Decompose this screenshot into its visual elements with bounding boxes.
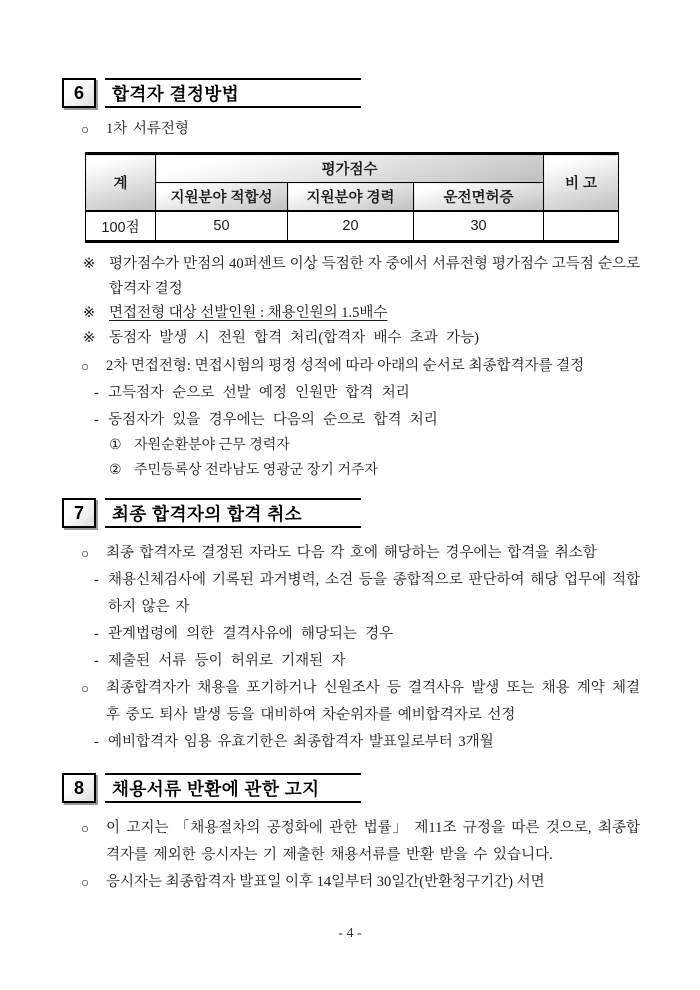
list-item xyxy=(62,407,640,434)
round2-item xyxy=(62,353,640,380)
section-8-header xyxy=(62,773,640,803)
circled-one-marker: ① xyxy=(109,438,122,453)
col-header-total: 계 xyxy=(86,154,156,212)
list-item-text: 예비합격자 임용 유효기한은 최종합격자 발표일로부터 3개월 xyxy=(108,734,494,750)
reference-mark-icon: ※ xyxy=(83,305,96,321)
dash-bullet-marker: - xyxy=(94,626,99,642)
col-header-career: 지원분야 경력 xyxy=(288,183,414,212)
note-item xyxy=(62,326,640,351)
section-7-title: 최종 합격자의 합격 취소 xyxy=(105,498,361,528)
list-item-text: 이 고지는 「채용절차의 공정화에 관한 법률」 제11조 규정을 따른 것으로, 최종합격자를 제외한 응시자는 기 제출한 채용서류를 반환 받을 수 있습니다. xyxy=(106,820,640,863)
dash-bullet-marker: - xyxy=(94,734,99,750)
note-text-underlined: 면접전형 대상 선발인원 : 채용인원의 1.5배수 xyxy=(109,305,388,321)
list-item-text: 제출된 서류 등이 허위로 기재된 자 xyxy=(108,653,346,669)
round1-text: 1차 서류전형 xyxy=(106,121,189,137)
list-item xyxy=(62,815,640,869)
dash-bullet-marker: - xyxy=(94,385,99,401)
list-item xyxy=(62,648,640,675)
round1-item xyxy=(62,116,640,143)
cell-license-score: 30 xyxy=(414,211,544,242)
score-table xyxy=(85,152,619,243)
dash-bullet-marker: - xyxy=(94,653,99,669)
note-item xyxy=(62,252,640,301)
cell-total: 100점 xyxy=(86,211,156,242)
circle-bullet-marker: ○ xyxy=(81,681,90,696)
section-7-number: 7 xyxy=(62,498,96,528)
list-item xyxy=(62,380,640,407)
section-8 xyxy=(62,773,640,896)
list-item-text: 고득점자 순으로 선발 예정 인원만 합격 처리 xyxy=(108,385,410,401)
circle-bullet-marker: ○ xyxy=(81,359,90,374)
circled-two-marker: ② xyxy=(109,462,122,478)
reference-mark-icon: ※ xyxy=(83,256,96,272)
section-7 xyxy=(62,498,640,756)
circle-bullet-marker: ○ xyxy=(81,122,90,137)
round2-text: 2차 면접전형: 면접시험의 평정 성적에 따라 아래의 순서로 최종합격자를 결정 xyxy=(106,358,585,374)
note-item xyxy=(62,301,640,326)
col-header-fit: 지원분야 적합성 xyxy=(156,183,288,212)
list-item xyxy=(62,729,640,756)
col-header-score-group: 평가점수 xyxy=(156,154,544,183)
section-6-title: 합격자 결정방법 xyxy=(105,78,361,108)
list-item-text: 관계법령에 의한 결격사유에 해당되는 경우 xyxy=(108,626,394,642)
note-text: 평가점수가 만점의 40퍼센트 이상 득점한 자 중에서 서류전형 평가점수 고득점 순으로 합격자 결정 xyxy=(109,256,640,297)
circle-bullet-marker: ○ xyxy=(81,546,90,561)
reference-mark-icon: ※ xyxy=(83,329,96,346)
section-8-number: 8 xyxy=(62,773,96,803)
section-6-header xyxy=(62,78,640,108)
table-header-row-2 xyxy=(86,183,619,212)
col-header-license: 운전면허증 xyxy=(414,183,544,212)
list-item xyxy=(62,621,640,648)
list-item xyxy=(62,540,640,567)
dash-bullet-marker: - xyxy=(94,412,99,428)
section-7-header xyxy=(62,498,640,528)
list-item-text: 최종 합격자로 결정된 자라도 다음 각 호에 해당하는 경우에는 합격을 취소함 xyxy=(106,545,597,561)
section-6-number: 6 xyxy=(62,78,96,108)
table-header-row-1 xyxy=(86,154,619,183)
table-data-row xyxy=(86,211,619,242)
cell-fit-score: 50 xyxy=(156,211,288,242)
list-item-text: 동점자가 있을 경우에는 다음의 순으로 합격 처리 xyxy=(108,412,438,428)
tie-breaker-text: 자원순환분야 근무 경력자 xyxy=(134,438,290,453)
circle-bullet-marker: ○ xyxy=(81,875,90,890)
list-item xyxy=(62,675,640,729)
list-item xyxy=(62,567,640,621)
section-6 xyxy=(62,78,640,483)
section-8-title: 채용서류 반환에 관한 고지 xyxy=(105,773,361,803)
circle-bullet-marker: ○ xyxy=(81,821,90,836)
list-item xyxy=(62,869,640,896)
page-number: - 4 - xyxy=(338,926,362,941)
note-text: 동점자 발생 시 전원 합격 처리(합격자 배수 초과 가능) xyxy=(109,329,479,346)
cell-career-score: 20 xyxy=(288,211,414,242)
tie-breaker-item xyxy=(62,434,640,459)
col-header-note: 비 고 xyxy=(544,154,619,212)
list-item-text: 최종합격자가 채용을 포기하거나 신원조사 등 결격사유 발생 또는 채용 계약 체결 후 중도 퇴사 발생 등을 대비하여 차순위자를 예비합격자로 선정 xyxy=(106,680,640,723)
list-item-text: 응시자는 최종합격자 발표일 이후 14일부터 30일간(반환청구기간) 서면 xyxy=(106,874,545,890)
tie-breaker-text: 주민등록상 전라남도 영광군 장기 거주자 xyxy=(134,462,378,478)
tie-breaker-item xyxy=(62,459,640,484)
dash-bullet-marker: - xyxy=(94,572,99,588)
cell-note xyxy=(544,211,619,242)
list-item-text: 채용신체검사에 기록된 과거병력, 소견 등을 종합적으로 판단하여 해당 업무에 적합하지 않은 자 xyxy=(108,572,640,615)
